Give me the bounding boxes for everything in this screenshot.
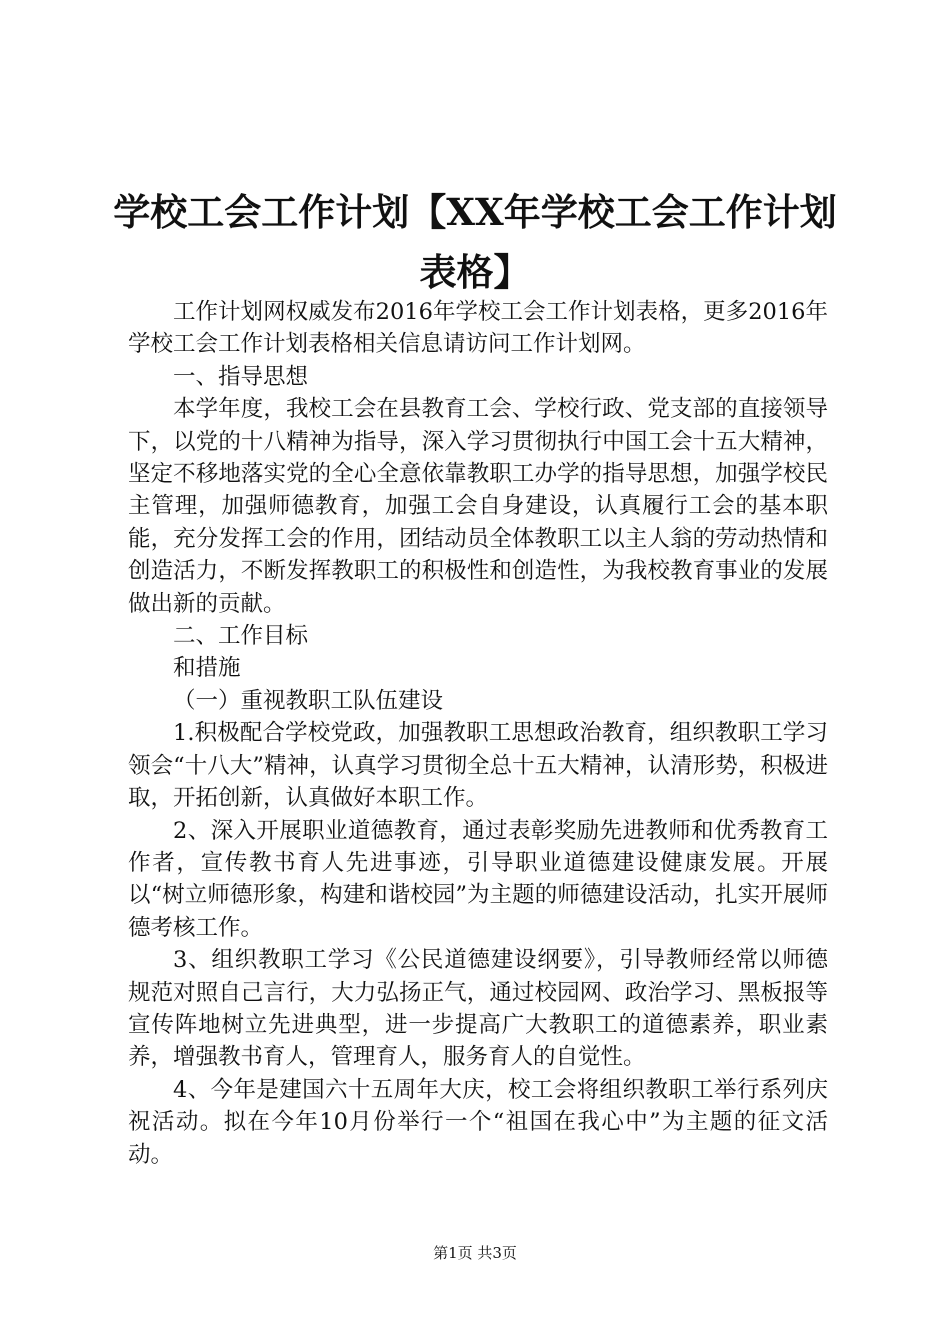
list-item-4: 4、今年是建国六十五周年大庆，校工会将组织教职工举行系列庆祝活动。拟在今年10月份举行一个“祖国在我心中”为主题的征文活动。: [128, 1076, 828, 1168]
title-line-1: 学校工会工作计划【XX年学校工会工作计划: [113, 190, 837, 234]
subsection-heading-staff-building: （一）重视教职工队伍建设: [173, 687, 444, 714]
list-item-1: 1.积极配合学校党政，加强教职工思想政治教育，组织教职工学习领会“十八大”精神，认真学习贯彻全总十五大精神，认清形势，积极进取，开拓创新，认真做好本职工作。: [128, 720, 828, 812]
intro-paragraph: 工作计划网权威发布2016年学校工会工作计划表格，更多2016年学校工会工作计划表格相关信息请访问工作计划网。: [128, 299, 828, 358]
document-body: [128, 296, 828, 1171]
page-footer: 第1页 共3页: [433, 1244, 517, 1262]
list-item-2: 2、深入开展职业道德教育，通过表彰奖励先进教师和优秀教育工作者，宣传教书育人先进事迹，引导职业道德建设健康发展。开展以“树立师德形象，构建和谐校园”为主题的师德建设活动，扎实开展师德考核工作。: [128, 817, 828, 941]
guiding-thought-paragraph: 本学年度，我校工会在县教育工会、学校行政、党支部的直接领导下，以党的十八精神为指导，深入学习贯彻执行中国工会十五大精神，坚定不移地落实党的全心全意依靠教职工办学的指导思想，加强学校民主管理，加强师德教育，加强工会自身建设，认真履行工会的基本职能，充分发挥工会的作用，团结动员全体教职工以主人翁的劳动热情和创造活力，不断发挥教职工的积极性和创造性，为我校教育事业的发展做出新的贡献。: [128, 396, 828, 617]
title-line-2: 表格】: [419, 250, 531, 294]
section-heading-guiding-thought: 一、指导思想: [173, 363, 309, 390]
page-title: [100, 182, 850, 302]
list-item-3: 3、组织教职工学习《公民道德建设纲要》，引导教师经常以师德规范对照自己言行，大力弘扬正气，通过校园网、政治学习、黑板报等宣传阵地树立先进典型，进一步提高广大教职工的道德素养，职业素养，增强教书育人，管理育人，服务育人的自觉性。: [128, 947, 828, 1071]
section-heading-work-goals: 二、工作目标: [173, 623, 309, 650]
section-heading-measures: 和措施: [173, 655, 241, 682]
